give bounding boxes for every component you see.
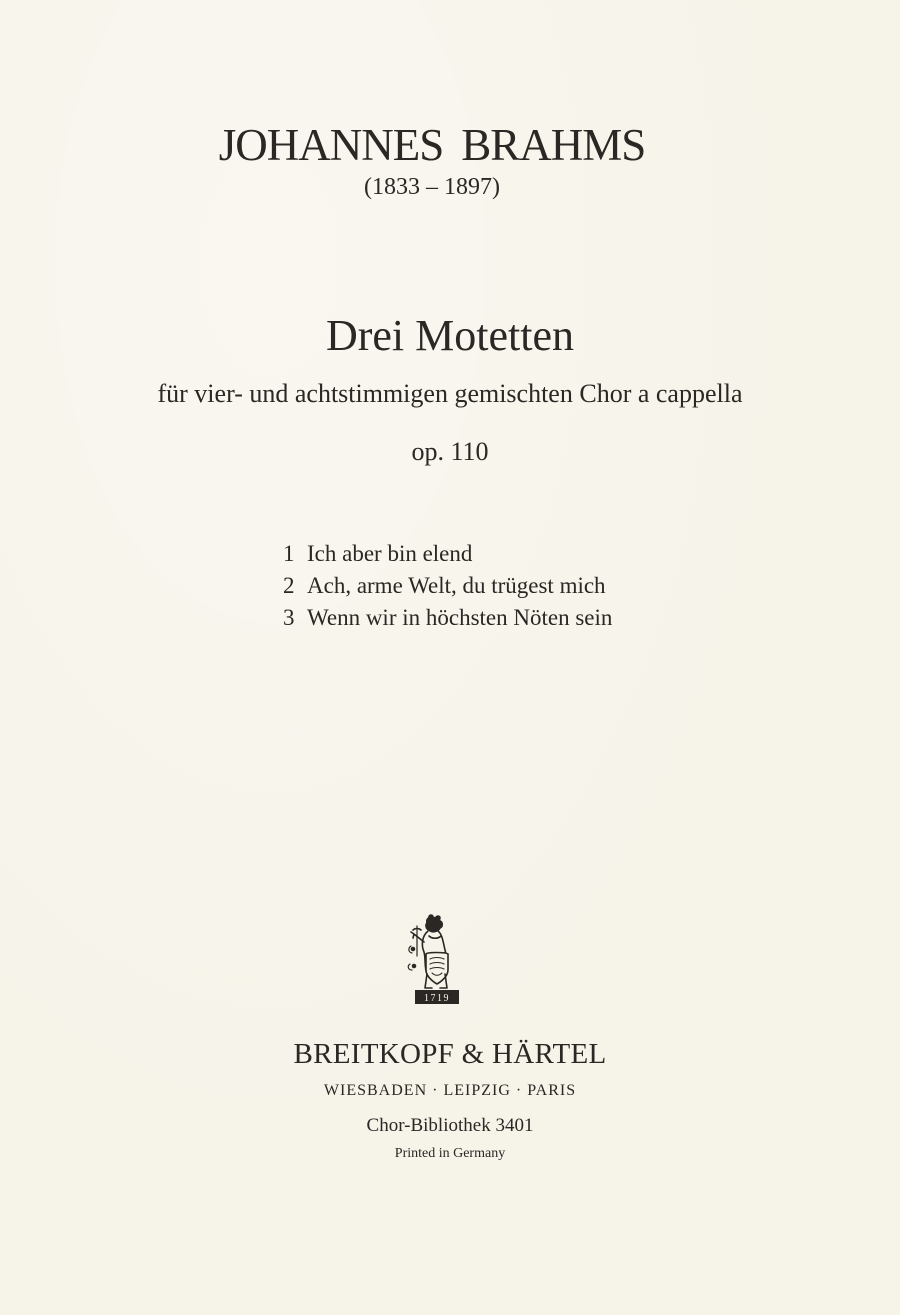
contents-item-title: Wenn wir in höchsten Nöten sein	[307, 605, 613, 630]
contents-item	[283, 570, 612, 602]
contents-item-number: 3	[283, 605, 295, 630]
work-subtitle: für vier- und achtstimmigen gemischten Chor a cappella	[157, 379, 743, 408]
composer-first-name: JOHANNES	[218, 120, 444, 170]
composer-last-name: BRAHMS	[461, 120, 646, 170]
contents-item-title: Ich aber bin elend	[307, 541, 473, 566]
contents-item-title: Ach, arme Welt, du trügest mich	[307, 573, 606, 598]
publisher-name: BREITKOPF & HÄRTEL	[293, 1038, 607, 1070]
printed-note: Printed in Germany	[394, 1146, 506, 1161]
composer-name	[0, 120, 882, 170]
contents-item-number: 2	[283, 573, 295, 598]
series-number: Chor-Bibliothek 3401	[366, 1115, 534, 1136]
work-title: Drei Motetten	[325, 311, 575, 360]
contents-item-number: 1	[283, 541, 295, 566]
bear-shield-emblem-icon	[405, 912, 465, 1008]
contents-list	[283, 538, 612, 634]
composer-dates: (1833 – 1897)	[364, 174, 500, 200]
contents-item	[283, 602, 612, 634]
contents-item	[283, 538, 612, 570]
publisher-cities: WIESBADEN · LEIPZIG · PARIS	[323, 1082, 577, 1099]
opus-number: op. 110	[411, 437, 489, 466]
logo-year: 1719	[424, 993, 450, 1004]
